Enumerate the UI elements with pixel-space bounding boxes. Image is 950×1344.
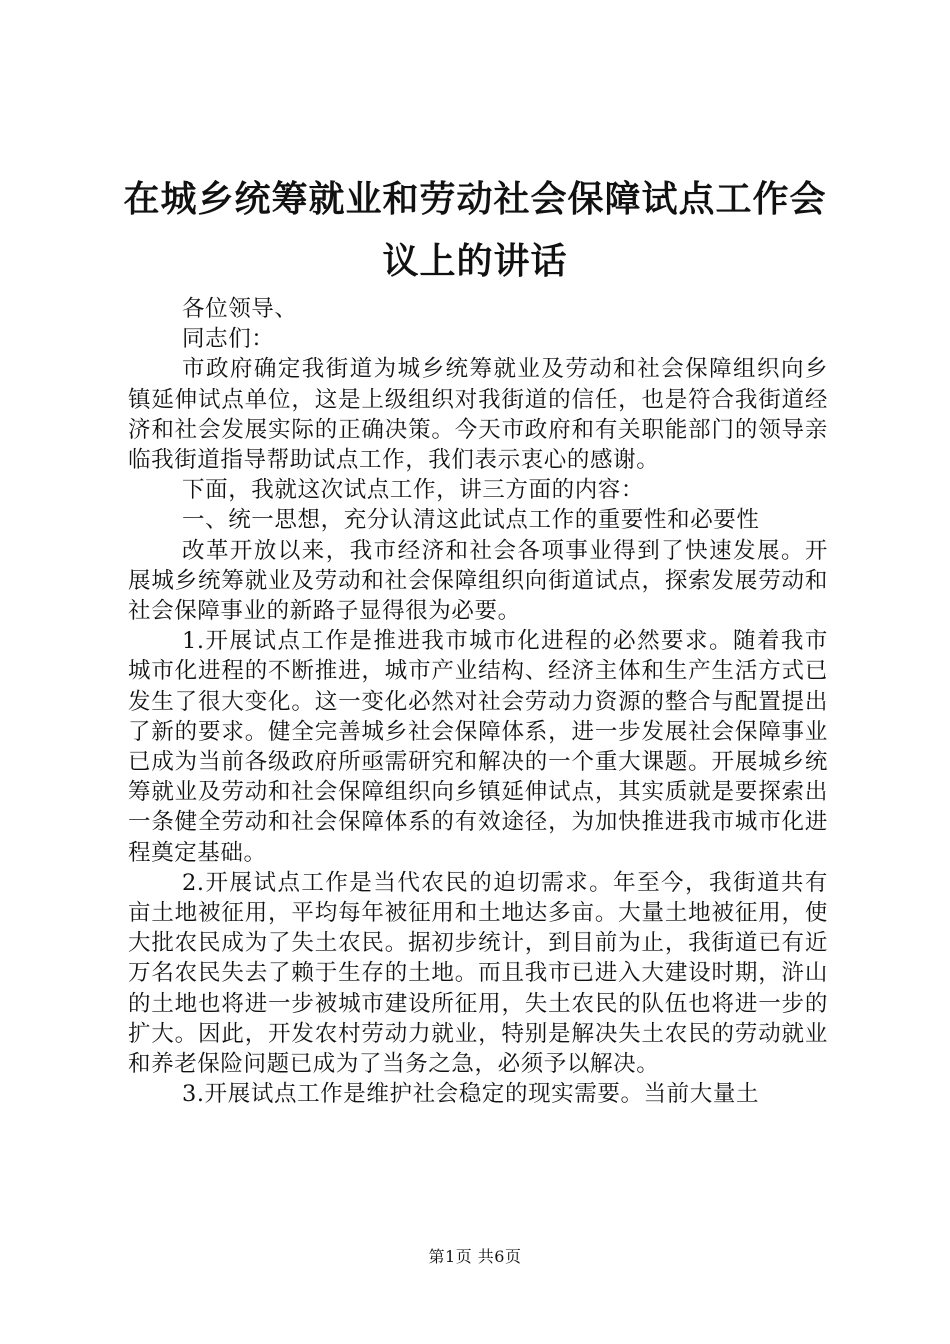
document-title: 在城乡统筹就业和劳动社会保障试点工作会议上的讲话: [123, 178, 827, 282]
paragraph: 3.开展试点工作是维护社会稳定的现实需要。当前大量土: [182, 1081, 760, 1108]
paragraph: 下面，我就这次试点工作，讲三方面的内容：: [182, 477, 645, 504]
salutation-line: 各位领导、: [182, 296, 298, 322]
paragraph: 市政府确定我街道为城乡统筹就业及劳动和社会保障组织向乡镇延伸试点单位，这是上级组织对我街道的信任，也是符合我街道经济和社会发展实际的正确决策。今天市政府和有关职能部门的领导亲临我街道指导帮助试点工作，我们表示衷心的感谢。: [128, 356, 828, 474]
page-footer: 第1页 共6页: [428, 1247, 522, 1266]
salutation-line: 同志们：: [182, 326, 275, 353]
paragraph: 1.开展试点工作是推进我市城市化进程的必然要求。随着我市城市化进程的不断推进，城市产业结构、经济主体和生产生活方式已发生了很大变化。这一变化必然对社会劳动力资源的整合与配置提出了新的要求。健全完善城乡社会保障体系，进一步发展社会保障事业已成为当前各级政府所亟需研究和解决的一个重大课题。开展城乡统筹就业及劳动和社会保障组织向乡镇延伸试点，其实质就是要探索出一条健全劳动和社会保障体系的有效途径，为加快推进我市城市化进程奠定基础。: [128, 628, 828, 866]
section-heading: 一、统一思想，充分认清这此试点工作的重要性和必要性: [182, 507, 760, 534]
paragraph: 改革开放以来，我市经济和社会各项事业得到了快速发展。开展城乡统筹就业及劳动和社会保障组织向街道试点，探索发展劳动和社会保障事业的新路子显得很为必要。: [128, 537, 828, 625]
document-body: [128, 294, 828, 1109]
paragraph: 2.开展试点工作是当代农民的迫切需求。年至今，我街道共有亩土地被征用，平均每年被征用和土地达多亩。大量土地被征用，使大批农民成为了失土农民。据初步统计，到目前为止，我街道已有近万名农民失去了赖于生存的土地。而且我市已进入大建设时期，浒山的土地也将进一步被城市建设所征用，失土农民的队伍也将进一步的扩大。因此，开发农村劳动力就业，特别是解决失土农民的劳动就业和养老保险问题已成为了当务之急，必须予以解决。: [128, 869, 828, 1078]
